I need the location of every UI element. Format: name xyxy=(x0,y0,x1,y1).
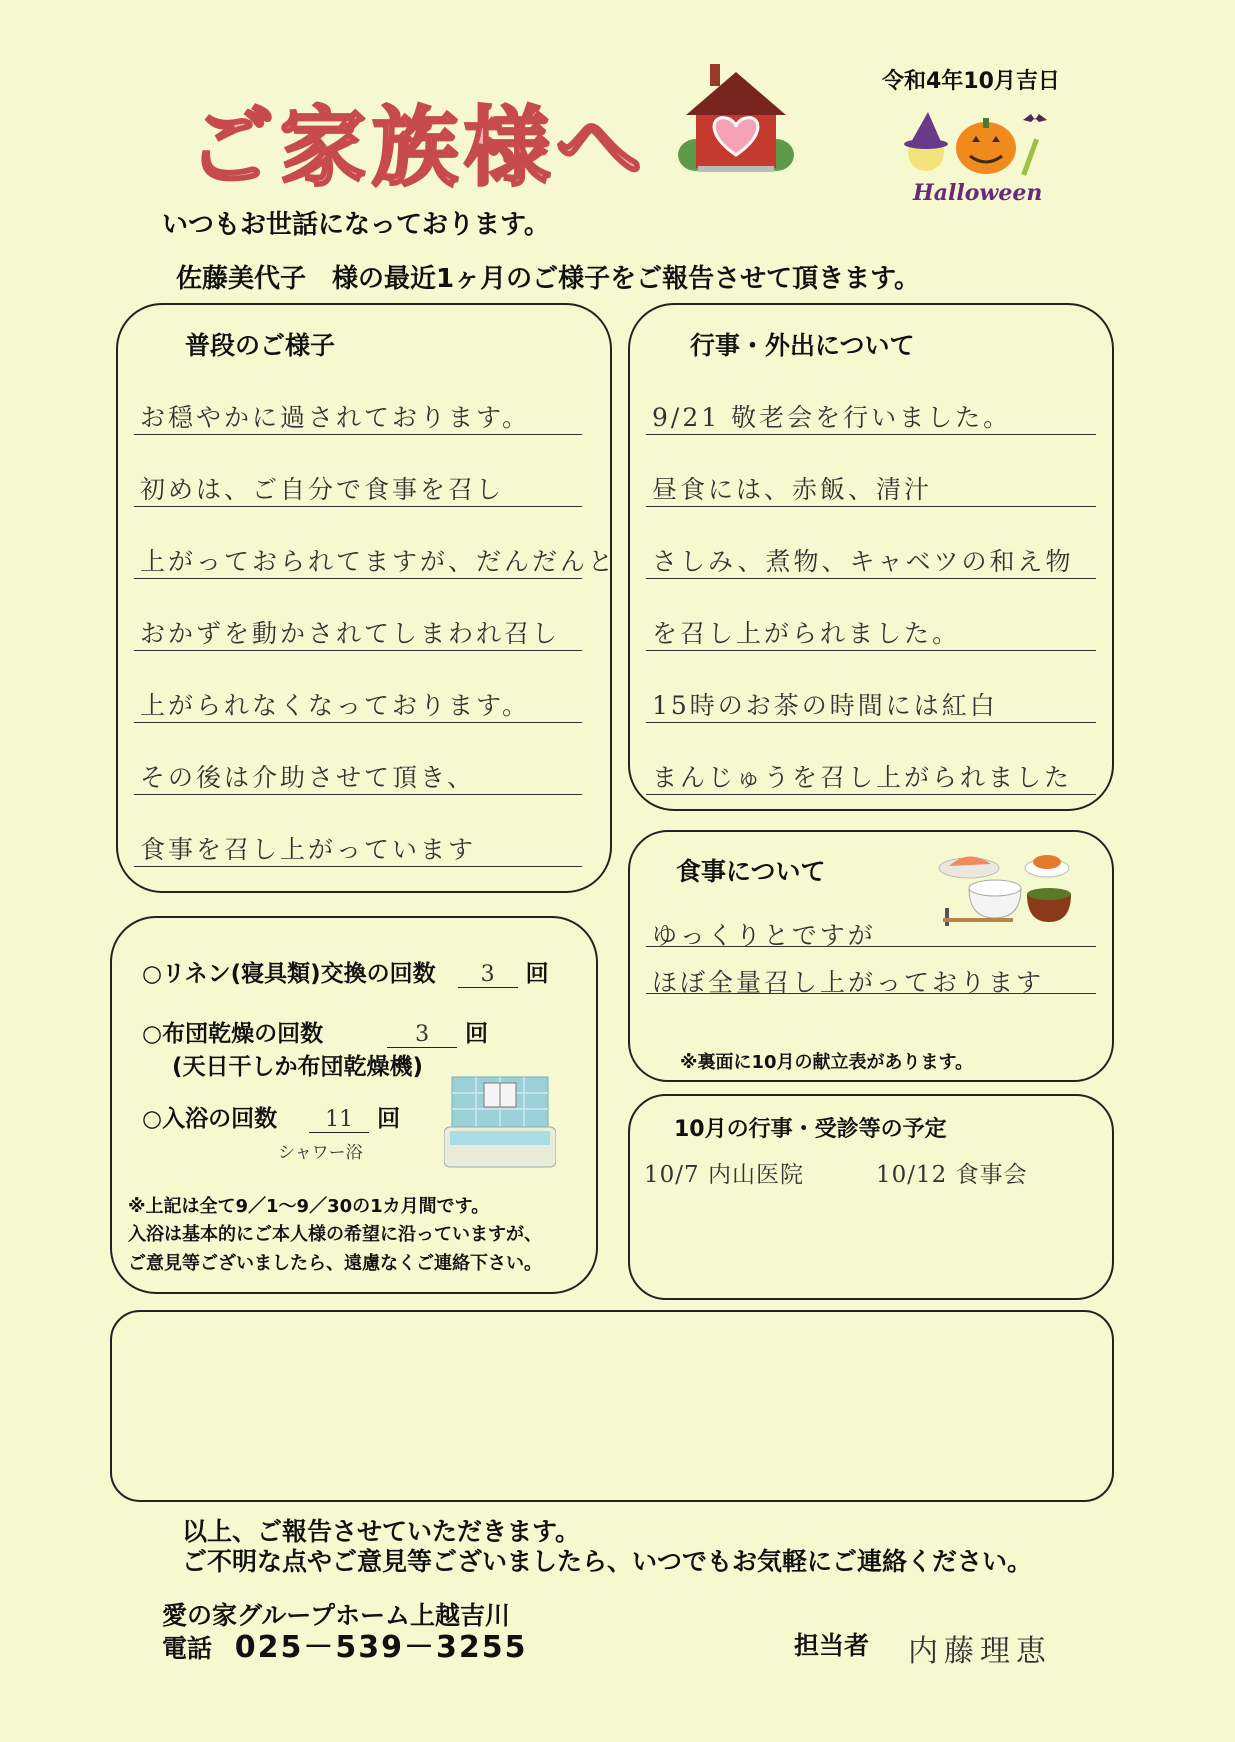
handwritten-line: 15時のお茶の時間には紅白 xyxy=(652,691,998,720)
menu-note: ※裏面に10月の献立表があります。 xyxy=(680,1052,974,1073)
staff-label: 担当者 xyxy=(794,1631,870,1660)
counts-note-2: 入浴は基本的にご本人様の希望に沿っていますが、 xyxy=(128,1224,542,1245)
handwritten-line: ほぼ全量召し上がっております xyxy=(652,968,1045,997)
schedule-item-1: 10/7 内山医院 xyxy=(644,1162,804,1188)
ruled-line xyxy=(646,993,1096,994)
ruled-line xyxy=(134,794,582,795)
house-heart-icon xyxy=(676,60,796,175)
phone-number: 025－539－3255 xyxy=(234,1630,528,1665)
ruled-line xyxy=(646,650,1096,651)
handwritten-line: お穏やかに過されております。 xyxy=(140,403,531,432)
handwritten-line: を召し上がられました。 xyxy=(652,619,961,648)
bath-value: 11 xyxy=(309,1107,369,1133)
linen-unit: 回 xyxy=(525,961,549,987)
handwritten-line: さしみ、煮物、キャベツの和え物 xyxy=(652,547,1074,576)
futon-unit: 回 xyxy=(465,1021,489,1047)
halloween-pumpkin-icon xyxy=(888,108,1063,208)
report-date: 令和4年10月吉日 xyxy=(882,69,1060,94)
futon-value: 3 xyxy=(387,1022,457,1048)
meals-title: 食事について xyxy=(676,857,826,886)
linen-value: 3 xyxy=(458,962,518,988)
ruled-line xyxy=(646,946,1096,947)
linen-row xyxy=(142,955,549,988)
organization-name: 愛の家グループホーム上越吉川 xyxy=(162,1601,511,1630)
ruled-line xyxy=(134,434,582,435)
events-title: 行事・外出について xyxy=(690,331,915,360)
ruled-line xyxy=(134,866,582,867)
linen-label: ○リネン(寝具類)交換の回数 xyxy=(142,961,436,987)
handwritten-line: 昼食には、赤飯、清汁 xyxy=(652,475,933,504)
phone-row xyxy=(162,1622,527,1666)
closing-line-2: ご不明な点やご意見等ございましたら、いつでもお気軽にご連絡ください。 xyxy=(182,1547,1033,1576)
futon-label: ○布団乾燥の回数 xyxy=(142,1021,324,1047)
ruled-line xyxy=(134,506,582,507)
report-intro-line: 佐藤美代子 様の最近1ヶ月のご様子をご報告させて頂きます。 xyxy=(176,264,921,294)
schedule-item-2: 10/12 食事会 xyxy=(876,1162,1028,1188)
counts-note-1: ※上記は全て9／1～9／30の1カ月間です。 xyxy=(128,1196,490,1217)
ruled-line xyxy=(134,578,582,579)
ruled-line xyxy=(134,722,582,723)
meal-tray-icon xyxy=(935,846,1075,928)
staff-name: 内藤理恵 xyxy=(908,1634,1052,1669)
handwritten-line: その後は介助させて頂き、 xyxy=(140,763,476,792)
ruled-line xyxy=(646,578,1096,579)
daily-title: 普段のご様子 xyxy=(185,331,336,360)
handwritten-line: ゆっくりとですが xyxy=(652,921,876,950)
bath-note: シャワー浴 xyxy=(278,1143,363,1163)
ruled-line xyxy=(646,722,1096,723)
bath-unit: 回 xyxy=(377,1106,401,1132)
remarks-box xyxy=(110,1310,1114,1502)
handwritten-line: 初めは、ご自分で食事を召し xyxy=(140,475,505,504)
handwritten-line: おかずを動かされてしまわれ召し xyxy=(140,619,561,648)
ruled-line xyxy=(646,434,1096,435)
page-title: ご家族様へ xyxy=(188,98,648,198)
handwritten-line: 食事を召し上がっています xyxy=(140,835,477,864)
futon-row xyxy=(142,1015,488,1048)
daily-box xyxy=(116,303,612,893)
counts-note-3: ご意見等ございましたら、遠慮なくご連絡下さい。 xyxy=(128,1253,542,1274)
bath-label: ○入浴の回数 xyxy=(142,1106,278,1132)
closing-line-1: 以上、ご報告させていただきます。 xyxy=(182,1517,581,1546)
bathtub-icon xyxy=(444,1075,556,1171)
ruled-line xyxy=(646,794,1096,795)
bath-row xyxy=(142,1100,400,1133)
halloween-label: Halloween xyxy=(913,180,1043,206)
ruled-line xyxy=(646,506,1096,507)
ruled-line xyxy=(134,650,582,651)
futon-sub: (天日干しか布団乾燥機) xyxy=(172,1054,424,1080)
handwritten-line: 上がられなくなっております。 xyxy=(140,691,531,720)
schedule-title: 10月の行事・受診等の予定 xyxy=(674,1117,947,1142)
handwritten-line: まんじゅうを召し上がられました xyxy=(652,763,1073,792)
phone-label: 電話 xyxy=(162,1634,213,1663)
handwritten-line: 9/21 敬老会を行いました。 xyxy=(652,403,1012,432)
handwritten-line: 上がっておられてますが、だんだんと xyxy=(140,547,617,576)
greeting-line: いつもお世話になっております。 xyxy=(162,210,550,240)
